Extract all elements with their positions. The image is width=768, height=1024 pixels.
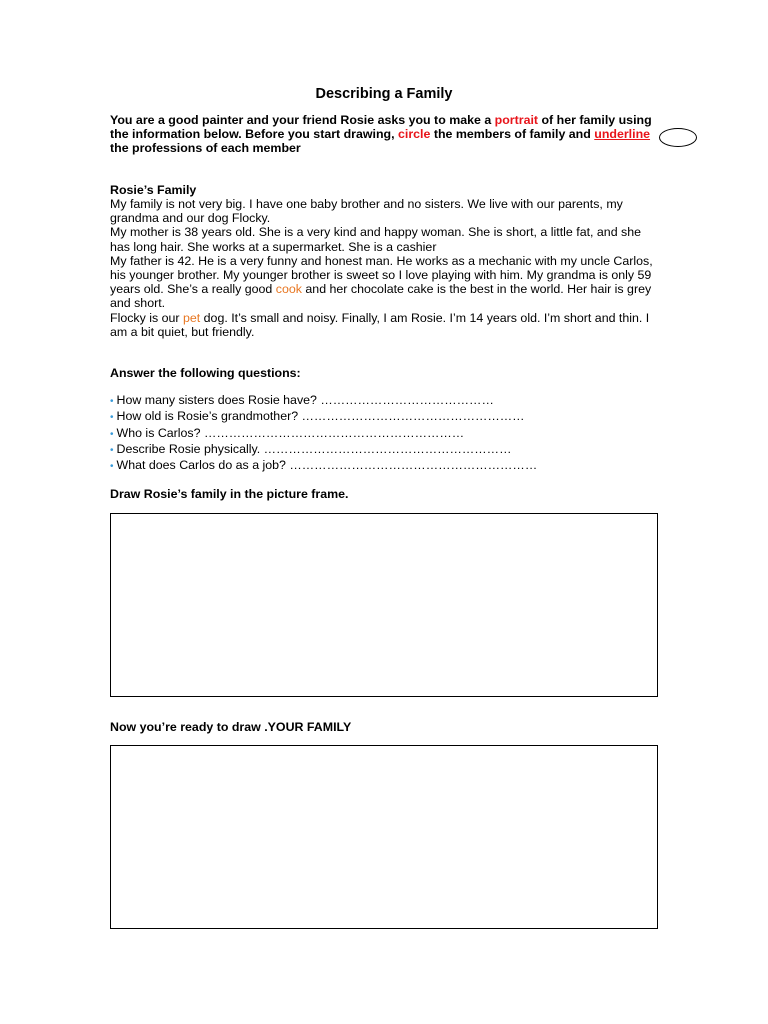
story-paragraph-4 [110,311,662,339]
keyword-underline: underline [594,127,651,142]
question-text: Who is Carlos? ……………………………………………………… [116,425,465,440]
bullet-icon: • [110,444,114,456]
bullet-icon: • [110,461,114,473]
draw-rosie-family-label: Draw Rosie’s family in the picture frame. [110,487,349,501]
circle-example-icon [659,128,697,147]
story-text-segment: and her chocolate cake is the best in the world. Her hair is grey and short. [110,282,652,311]
question-item [110,426,537,442]
question-text: How old is Rosie’s grandmother? ……………………………………………… [116,409,525,424]
bullet-icon: • [110,412,114,424]
question-list [110,393,537,474]
instructions-text-3: the members of family and [430,127,595,142]
question-item [110,442,537,458]
keyword-cook: cook [275,282,302,297]
keyword-circle: circle [398,127,431,142]
story-text-segment: dog. It’s small and noisy. Finally, I am Rosie. I’m 14 years old. I’m short and thin. I am a bit quiet, but friendly. [110,310,650,339]
your-family-picture-frame [110,745,658,929]
keyword-pet: pet [182,310,201,325]
story-text-segment: My father is 42. He is a very funny and honest man. He works as a mechanic with my uncle Carlos, his younger brother. My younger brother is sweet so I love playing with him. My grandma is only 59 years old. She’s a really good [110,253,653,297]
question-item [110,393,537,409]
story-heading: Rosie’s Family [110,183,197,197]
story-paragraph-2: My mother is 38 years old. She is a very kind and happy woman. She is short, a little fat, and she has long hair. She works at a supermarket. She is a cashier [110,225,642,254]
draw-your-family-label: Now you’re ready to draw .YOUR FAMILY [110,720,352,734]
bullet-icon: • [110,396,114,407]
question-item [110,409,537,425]
instructions [110,113,658,156]
rosie-family-picture-frame [110,513,658,697]
bullet-icon: • [110,428,114,440]
instructions-text-1: You are a good painter and your friend Rosie asks you to make a [110,113,495,127]
keyword-portrait: portrait [494,113,539,127]
story-paragraph-1: My family is not very big. I have one baby brother and no sisters. We live with our parents, my grandma and our dog Flocky. [110,197,623,226]
questions-heading: Answer the following questions: [110,366,301,380]
story-paragraph-3 [110,254,662,311]
instructions-text-4: the professions of each member [110,141,301,156]
question-text: What does Carlos do as a job? …………………………………………………… [116,458,538,473]
page-title: Describing a Family [315,86,453,102]
question-item [110,458,537,474]
story-text-segment: Flocky is our [110,310,183,325]
question-text: Describe Rosie physically. …………………………………………………… [116,441,512,456]
story-text [110,197,662,339]
question-text: How many sisters does Rosie have? …………………………………… [116,393,494,407]
instructions-text-2: of her family using the information below. Before you start drawing, [110,113,652,142]
